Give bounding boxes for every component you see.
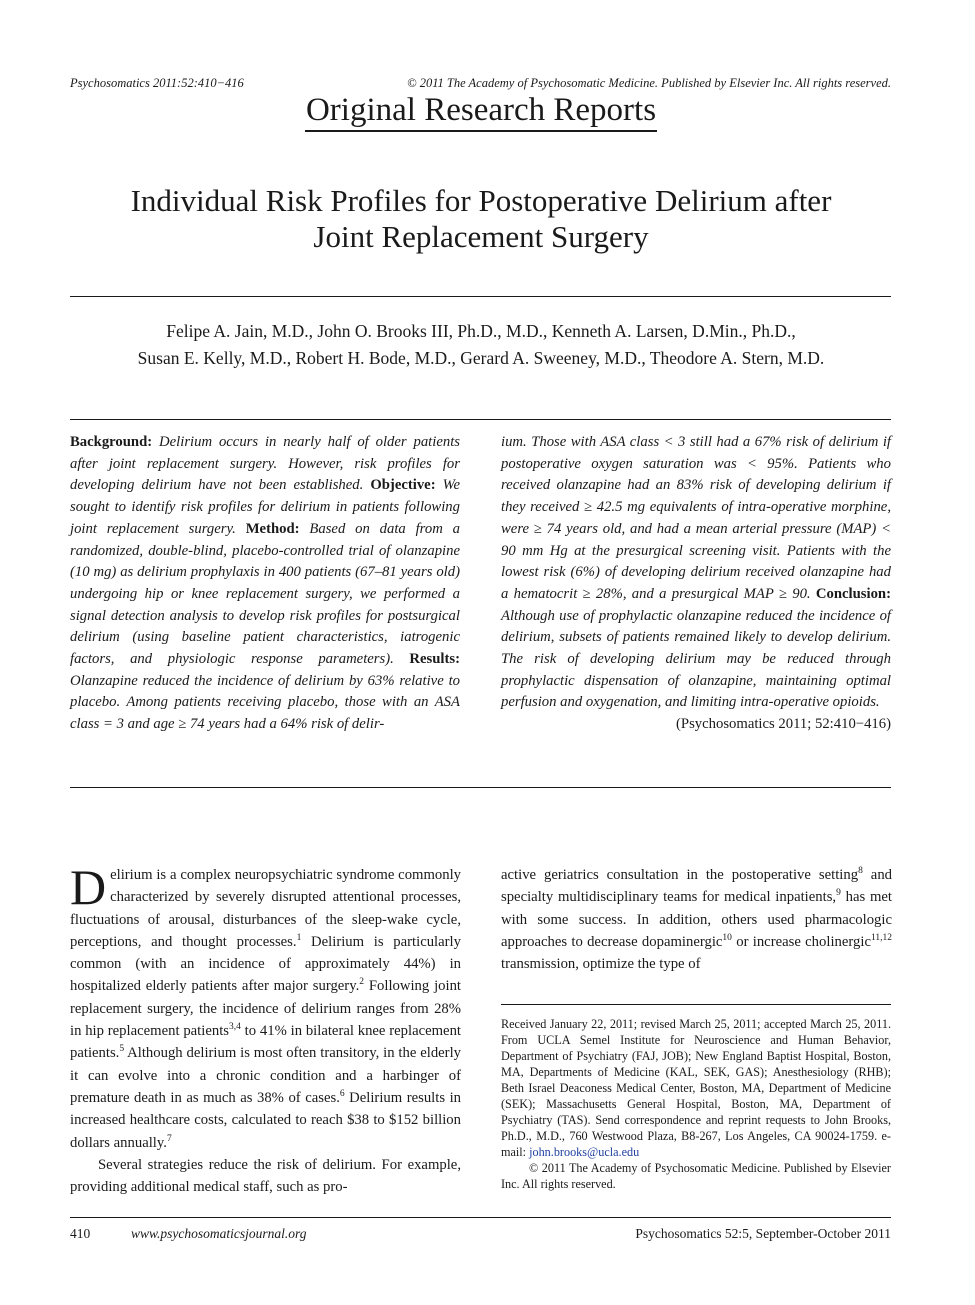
journal-website[interactable]: www.psychosomaticsjournal.org bbox=[131, 1226, 307, 1241]
ref-3-4[interactable]: 3,4 bbox=[229, 1022, 241, 1033]
results-text-left: Olanzapine reduced the incidence of delirium by 63% relative to placebo. Among patients receiving placebo, those with an ASA class = 3 and age ≥ 74 years had a 64% risk of delir- bbox=[70, 672, 460, 733]
results-text-right: ium. Those with ASA class < 3 still had a 67% risk of delirium if postoperative oxygen saturation was < 95%. Patients who received olanzapine had an 83% risk of developing delirium if they received ≥ 42.5 mg equivalents of intra-operative morphine, were ≥ 74 years old, and had a mean arterial pressure (MAP) < 90 mm Hg at the presurgical screening visit. Patients with the lowest risk (6%) of developing delirium received olanzapine had a hematocrit ≥ 28%, and a presurgical MAP ≥ 90. bbox=[501, 434, 891, 602]
journal-reference: Psychosomatics 2011:52:410−416 bbox=[70, 76, 244, 90]
ref-8[interactable]: 8 bbox=[858, 866, 863, 877]
abstract-citation: (Psychosomatics 2011; 52:410−416) bbox=[676, 716, 891, 733]
abstract-right-column bbox=[501, 432, 891, 736]
ref-11-12[interactable]: 11,12 bbox=[870, 933, 892, 943]
right-text-b: and specialty multidisciplinary teams for medical inpatients, bbox=[501, 867, 893, 906]
ref-2[interactable]: 2 bbox=[359, 977, 365, 988]
intro-text-c: Following joint replacement surgery, the incidence of delirium ranges from 28% in hip replacement patients bbox=[70, 978, 462, 1040]
footnote-affiliations bbox=[501, 1016, 891, 1160]
background-text: Delirium occurs in nearly half of older patients after joint replacement surgery. However, risk profiles for developing delirium have not been established. bbox=[70, 434, 460, 494]
article-title bbox=[70, 183, 892, 255]
footnote-divider bbox=[501, 1004, 891, 1005]
abstract-bottom-divider bbox=[70, 787, 891, 788]
intro-text-e: Although delirium is most often transitory, in the elderly it can evolve into a chronic condition and a harbinger of premature death in as much as 38% of cases. bbox=[70, 1045, 461, 1106]
footnote bbox=[501, 1016, 891, 1192]
body-left-column bbox=[70, 859, 462, 1198]
footnote-text: Received January 22, 2011; revised March 25, 2011; accepted March 25, 2011. From UCLA Semel Institute for Neuroscience and Human Behavior, Department of Psychiatry (FAJ, JOB); New England Baptist Hospital, Boston, MA, Departments of Medicine (KAL, SEK, GAS); Anesthesiology (RHB); Beth Israel Deaconess Medical Center, Boston, MA, Department of Medicine (SEK); Massachusetts General Hospital, Boston, MA, Department of Psychiatry (TAS). Send correspondence and reprint requests to John Brooks, Ph.D., M.D., 760 Westwood Plaza, B8-267, Los Angeles, CA 90024-1759. e-mail: bbox=[501, 1017, 891, 1159]
intro-text-d: to 41% in bilateral knee replacement patients. bbox=[70, 1023, 462, 1062]
right-text-e: transmission, optimize the type of bbox=[501, 956, 701, 973]
conclusion-label: Conclusion: bbox=[815, 585, 891, 602]
title-line-1: Individual Risk Profiles for Postoperative Delirium after bbox=[130, 183, 832, 218]
footnote-copyright: © 2011 The Academy of Psychosomatic Medicine. Published by Elsevier Inc. All rights reserved. bbox=[501, 1161, 891, 1191]
ref-1[interactable]: 1 bbox=[296, 933, 302, 943]
method-text: Based on data from a randomized, double-blind, placebo-controlled trial of olanzapine (10 mg) as delirium prophylaxis in 400 patients (67–81 years old) undergoing hip or knee replacement surgery, we performed a signal detection analysis to develop risk profiles for postsurgical delirium (using baseline patient characteristics, iatrogenic factors, and physiologic response parameters). bbox=[70, 520, 460, 668]
title-divider bbox=[70, 296, 891, 297]
authors-line-1: Felipe A. Jain, M.D., John O. Brooks III, Ph.D., M.D., Kenneth A. Larsen, D.Min., Ph.D., bbox=[166, 321, 796, 341]
intro-text-f: Delirium results in increased healthcare costs, calculated to reach $38 to $152 billion dollars annually. bbox=[70, 1089, 461, 1151]
section-title bbox=[0, 92, 962, 129]
ref-9[interactable]: 9 bbox=[836, 888, 841, 899]
method-label: Method: bbox=[245, 520, 300, 537]
drop-cap: D bbox=[70, 859, 107, 915]
ref-7[interactable]: 7 bbox=[166, 1133, 172, 1144]
objective-label: Objective: bbox=[370, 477, 436, 494]
issue-info: Psychosomatics 52:5, September-October 2011 bbox=[635, 1226, 891, 1241]
ref-6[interactable]: 6 bbox=[339, 1089, 345, 1100]
title-line-2: Joint Replacement Surgery bbox=[313, 219, 649, 254]
background-label: Background: bbox=[70, 434, 153, 450]
intro-text-a: elirium is a complex neuropsychiatric syndrome commonly characterized by severely disrupted attentional processes, fluctuations of arousal, disturbances of the sleep-wake cycle, perceptions, and thought processes. bbox=[70, 867, 461, 950]
footer-divider bbox=[70, 1217, 891, 1218]
authors-line-2: Susan E. Kelly, M.D., Robert H. Bode, M.D., Gerard A. Sweeney, M.D., Theodore A. Stern, M.D. bbox=[137, 348, 825, 368]
right-text-a: active geriatrics consultation in the postoperative setting bbox=[501, 867, 859, 883]
conclusion-text: Although use of prophylactic olanzapine reduced the incidence of delirium, subsets of patients remained likely to develop delirium. The risk of developing delirium may be reduced through prophylactic dispensation of olanzapine, maintaining optimal perfusion and oxygenation, and limiting intra-operative opioids. bbox=[501, 607, 891, 711]
results-label: Results: bbox=[409, 651, 460, 668]
abstract-top-divider bbox=[70, 419, 891, 420]
strategies-paragraph: Several strategies reduce the risk of delirium. For example, providing additional medical staff, such as pro- bbox=[70, 1156, 461, 1196]
copyright-line: © 2011 The Academy of Psychosomatic Medicine. Published by Elsevier Inc. All rights reserved. bbox=[407, 76, 891, 90]
abstract-left-column bbox=[70, 432, 460, 736]
section-title-text: Original Research Reports bbox=[305, 92, 657, 132]
right-text-c: has met with some success. In addition, others used pharmacologic approaches to decrease dopaminergic bbox=[501, 889, 892, 950]
intro-paragraph bbox=[70, 859, 462, 1154]
page-number: 410 bbox=[70, 1226, 91, 1241]
body-right-column bbox=[501, 864, 892, 975]
ref-10[interactable]: 10 bbox=[722, 933, 732, 943]
continued-paragraph bbox=[501, 864, 892, 975]
objective-text: We sought to identify risk profiles for delirium in patients following joint replacement surgery. bbox=[70, 477, 461, 537]
author-list bbox=[60, 318, 902, 372]
intro-text-b: Delirium is particularly common (with an incidence of approximately 44%) in hospitalized elderly patients after major surgery. bbox=[70, 933, 461, 995]
email-link[interactable]: john.brooks@ucla.edu bbox=[529, 1145, 640, 1159]
ref-5[interactable]: 5 bbox=[119, 1044, 125, 1055]
right-text-d: or increase cholinergic bbox=[731, 933, 871, 950]
